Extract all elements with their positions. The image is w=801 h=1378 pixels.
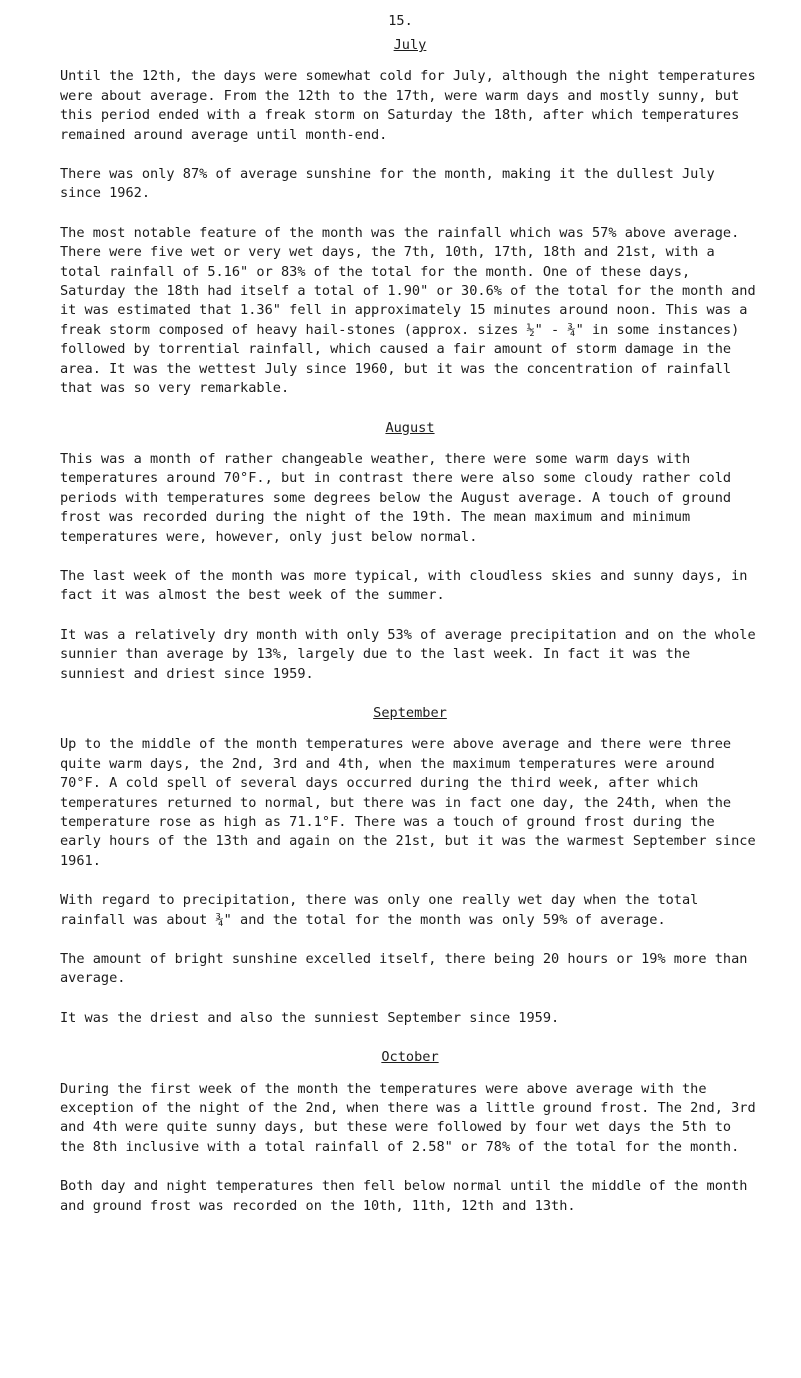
- section-july: [60, 36, 760, 399]
- section-heading-september: September: [373, 704, 447, 721]
- paragraph: It was a relatively dry month with only 53% of average precipitation and on the whole sunnier than average by 13%, largely due to the last week. In fact it was the sunniest and driest since 1959.: [60, 626, 756, 682]
- paragraph: It was the driest and also the sunniest September since 1959.: [60, 1009, 560, 1026]
- section-august: [60, 419, 760, 684]
- paragraph: During the first week of the month the temperatures were above average with the exception of the night of the 2nd, when there was a little ground frost. The 2nd, 3rd and 4th were quite sunny days, but these were followed by four wet days the 5th to the 8th inclusive with a total rainfall of 2.58" or 78% of the total for the month.: [60, 1080, 756, 1155]
- paragraph: The most notable feature of the month was the rainfall which was 57% above average. There were five wet or very wet days, the 7th, 10th, 17th, 18th and 21st, with a total rainfall of 5.16" or 83% of the total for the month. One of these days, Saturday the 18th had itself a total of 1.90" or 30.6% of the total for the month and it was estimated that 1.36" fell in approximately 15 minutes around noon. This was a freak storm composed of heavy hail-stones (approx. sizes ½" - ¾" in some instances) followed by torrential rainfall, which caused a fair amount of storm damage in the area. It was the wettest July since 1960, but it was the concentration of rainfall that was so very remarkable.: [60, 224, 756, 397]
- paragraph: With regard to precipitation, there was only one really wet day when the total rainfall was about ¾" and the total for the month was only 59% of average.: [60, 892, 699, 928]
- section-heading-july: July: [393, 37, 427, 53]
- section-heading-october: October: [381, 1049, 439, 1066]
- section-october: [60, 1048, 760, 1216]
- section-heading-august: August: [385, 419, 435, 436]
- paragraph: This was a month of rather changeable weather, there were some warm days with temperatures around 70°F., but in contrast there were also some cloudy rather cold periods with temperatures some degrees below the August average. A touch of ground frost was recorded during the night of the 19th. The mean maximum and minimum temperatures were, however, only just below normal.: [60, 450, 732, 545]
- paragraph: Until the 12th, the days were somewhat cold for July, although the night temperatures were about average. From the 12th to the 17th, were warm days and mostly sunny, but this period ended with a freak storm on Saturday the 18th, after which temperatures remained around average until month-end.: [60, 68, 756, 143]
- document-body: [60, 36, 760, 1236]
- page-number: 15.: [388, 13, 413, 29]
- paragraph: Both day and night temperatures then fell below normal until the middle of the month and ground frost was recorded on the 10th, 11th, 12th and 13th.: [60, 1178, 748, 1214]
- section-september: [60, 704, 760, 1028]
- paragraph: Up to the middle of the month temperatures were above average and there were three quite warm days, the 2nd, 3rd and 4th, when the maximum temperatures were around 70°F. A cold spell of several days occurred during the third week, after which temperatures returned to normal, but there was in fact one day, the 24th, when the temperature rose as high as 71.1°F. There was a touch of ground frost during the early hours of the 13th and again on the 21st, but it was the warmest September since 1961.: [60, 736, 756, 869]
- paragraph: There was only 87% of average sunshine for the month, making it the dullest July since 1962.: [60, 166, 715, 202]
- paragraph: The last week of the month was more typical, with cloudless skies and sunny days, in fact it was almost the best week of the summer.: [60, 567, 748, 604]
- paragraph: The amount of bright sunshine excelled itself, there being 20 hours or 19% more than average.: [60, 951, 748, 987]
